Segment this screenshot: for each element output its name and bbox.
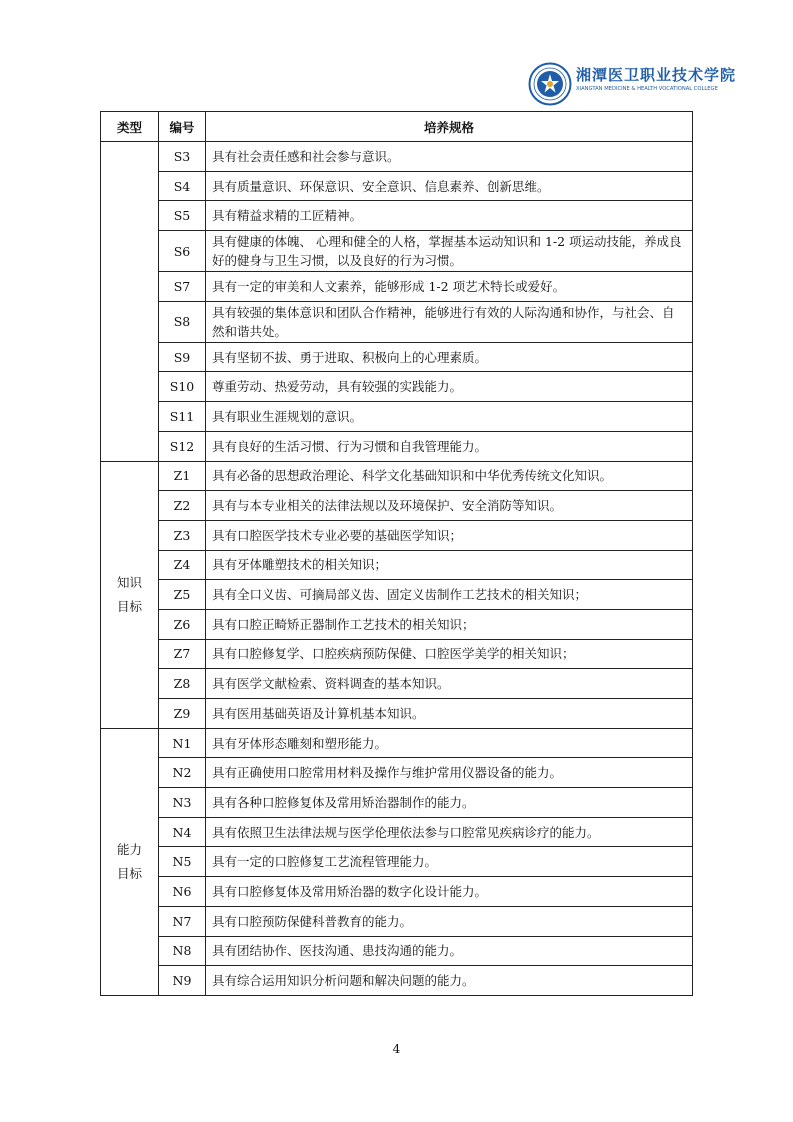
category-cell (101, 142, 159, 462)
table-row (101, 201, 693, 231)
table-row (101, 699, 693, 729)
row-text: 具有社会责任感和社会参与意识。 (206, 142, 693, 172)
table-row (101, 669, 693, 699)
row-text: 具有健康的体魄、 心理和健全的人格，掌握基本运动知识和 1-2 项运动技能，养成良好的健身与卫生习惯，以及良好的行为习惯。 (206, 231, 693, 272)
row-text: 尊重劳动、热爱劳动，具有较强的实践能力。 (206, 372, 693, 402)
row-text: 具有职业生涯规划的意识。 (206, 402, 693, 432)
row-text: 具有团结协作、医技沟通、患技沟通的能力。 (206, 936, 693, 966)
table-row (101, 788, 693, 818)
school-name-en: XIANGTAN MEDICINE & HEALTH VOCATIONAL COLLEGE (576, 86, 718, 92)
category-label: 目标 (116, 865, 142, 881)
row-code: N5 (159, 847, 206, 877)
category-cell-ability (101, 728, 159, 995)
table-row (101, 758, 693, 788)
row-code: S12 (159, 431, 206, 461)
school-logo (528, 62, 737, 112)
table-row (101, 171, 693, 201)
page-number: 4 (392, 1042, 401, 1056)
table-row (101, 906, 693, 936)
row-text: 具有与本专业相关的法律法规以及环境保护、安全消防等知识。 (206, 491, 693, 521)
row-text: 具有口腔预防保健科普教育的能力。 (206, 906, 693, 936)
row-code: S7 (159, 272, 206, 302)
table-row (101, 609, 693, 639)
table-row (101, 461, 693, 491)
header-type: 类型 (101, 112, 159, 142)
row-code: S4 (159, 171, 206, 201)
row-code: S9 (159, 342, 206, 372)
row-text: 具有口腔正畸矫正器制作工艺技术的相关知识； (206, 609, 693, 639)
row-code: Z7 (159, 639, 206, 669)
row-text: 具有较强的集体意识和团队合作精神，能够进行有效的人际沟通和协作，与社会、自然和谐共处。 (206, 301, 693, 342)
row-code: S8 (159, 301, 206, 342)
row-code: N3 (159, 788, 206, 818)
table-row (101, 550, 693, 580)
row-text: 具有口腔医学技术专业必要的基础医学知识； (206, 520, 693, 550)
table-row (101, 142, 693, 172)
table-row (101, 966, 693, 996)
row-code: Z3 (159, 520, 206, 550)
header-code: 编号 (159, 112, 206, 142)
table-row (101, 639, 693, 669)
school-seal-icon (528, 62, 572, 106)
table-row (101, 936, 693, 966)
row-text: 具有全口义齿、可摘局部义齿、固定义齿制作工艺技术的相关知识； (206, 580, 693, 610)
row-text: 具有牙体雕塑技术的相关知识； (206, 550, 693, 580)
table-header-row (101, 112, 693, 142)
row-text: 具有质量意识、环保意识、安全意识、信息素养、创新思维。 (206, 171, 693, 201)
row-code: Z8 (159, 669, 206, 699)
table-row (101, 817, 693, 847)
row-code: S3 (159, 142, 206, 172)
row-code: Z2 (159, 491, 206, 521)
row-code: N8 (159, 936, 206, 966)
row-code: S6 (159, 231, 206, 272)
table-row (101, 728, 693, 758)
table-row (101, 372, 693, 402)
row-text: 具有牙体形态雕刻和塑形能力。 (206, 728, 693, 758)
row-text: 具有医学文献检索、资料调查的基本知识。 (206, 669, 693, 699)
row-text: 具有口腔修复体及常用矫治器的数字化设计能力。 (206, 877, 693, 907)
table-row (101, 520, 693, 550)
table-row (101, 580, 693, 610)
row-text: 具有依照卫生法律法规与医学伦理依法参与口腔常见疾病诊疗的能力。 (206, 817, 693, 847)
row-text: 具有正确使用口腔常用材料及操作与维护常用仪器设备的能力。 (206, 758, 693, 788)
header-spec: 培养规格 (206, 112, 693, 142)
row-text: 具有各种口腔修复体及常用矫治器制作的能力。 (206, 788, 693, 818)
row-code: N6 (159, 877, 206, 907)
row-text: 具有精益求精的工匠精神。 (206, 201, 693, 231)
row-text: 具有一定的审美和人文素养，能够形成 1-2 项艺术特长或爱好。 (206, 272, 693, 302)
row-text: 具有必备的思想政治理论、科学文化基础知识和中华优秀传统文化知识。 (206, 461, 693, 491)
table-row (101, 231, 693, 272)
row-text: 具有医用基础英语及计算机基本知识。 (206, 699, 693, 729)
row-code: N1 (159, 728, 206, 758)
row-code: S10 (159, 372, 206, 402)
row-text: 具有口腔修复学、口腔疾病预防保健、口腔医学美学的相关知识； (206, 639, 693, 669)
row-code: N2 (159, 758, 206, 788)
row-code: Z9 (159, 699, 206, 729)
row-code: S5 (159, 201, 206, 231)
row-code: N7 (159, 906, 206, 936)
row-code: N9 (159, 966, 206, 996)
table-row (101, 431, 693, 461)
row-code: Z1 (159, 461, 206, 491)
table-row (101, 491, 693, 521)
row-text: 具有良好的生活习惯、行为习惯和自我管理能力。 (206, 431, 693, 461)
table-row (101, 342, 693, 372)
row-code: Z5 (159, 580, 206, 610)
row-text: 具有一定的口腔修复工艺流程管理能力。 (206, 847, 693, 877)
category-label: 能力 (116, 841, 142, 857)
category-label: 目标 (116, 598, 142, 614)
row-text: 具有综合运用知识分析问题和解决问题的能力。 (206, 966, 693, 996)
row-code: N4 (159, 817, 206, 847)
category-cell-knowledge (101, 461, 159, 728)
training-spec-table (100, 111, 693, 996)
table-row (101, 402, 693, 432)
row-code: Z6 (159, 609, 206, 639)
table-row (101, 272, 693, 302)
row-code: Z4 (159, 550, 206, 580)
school-name-cn: 湘潭医卫职业技术学院 (576, 66, 737, 84)
table-row (101, 877, 693, 907)
row-code: S11 (159, 402, 206, 432)
row-text: 具有坚韧不拔、勇于进取、积极向上的心理素质。 (206, 342, 693, 372)
table-row (101, 847, 693, 877)
table-row (101, 301, 693, 342)
category-label: 知识 (116, 574, 142, 590)
